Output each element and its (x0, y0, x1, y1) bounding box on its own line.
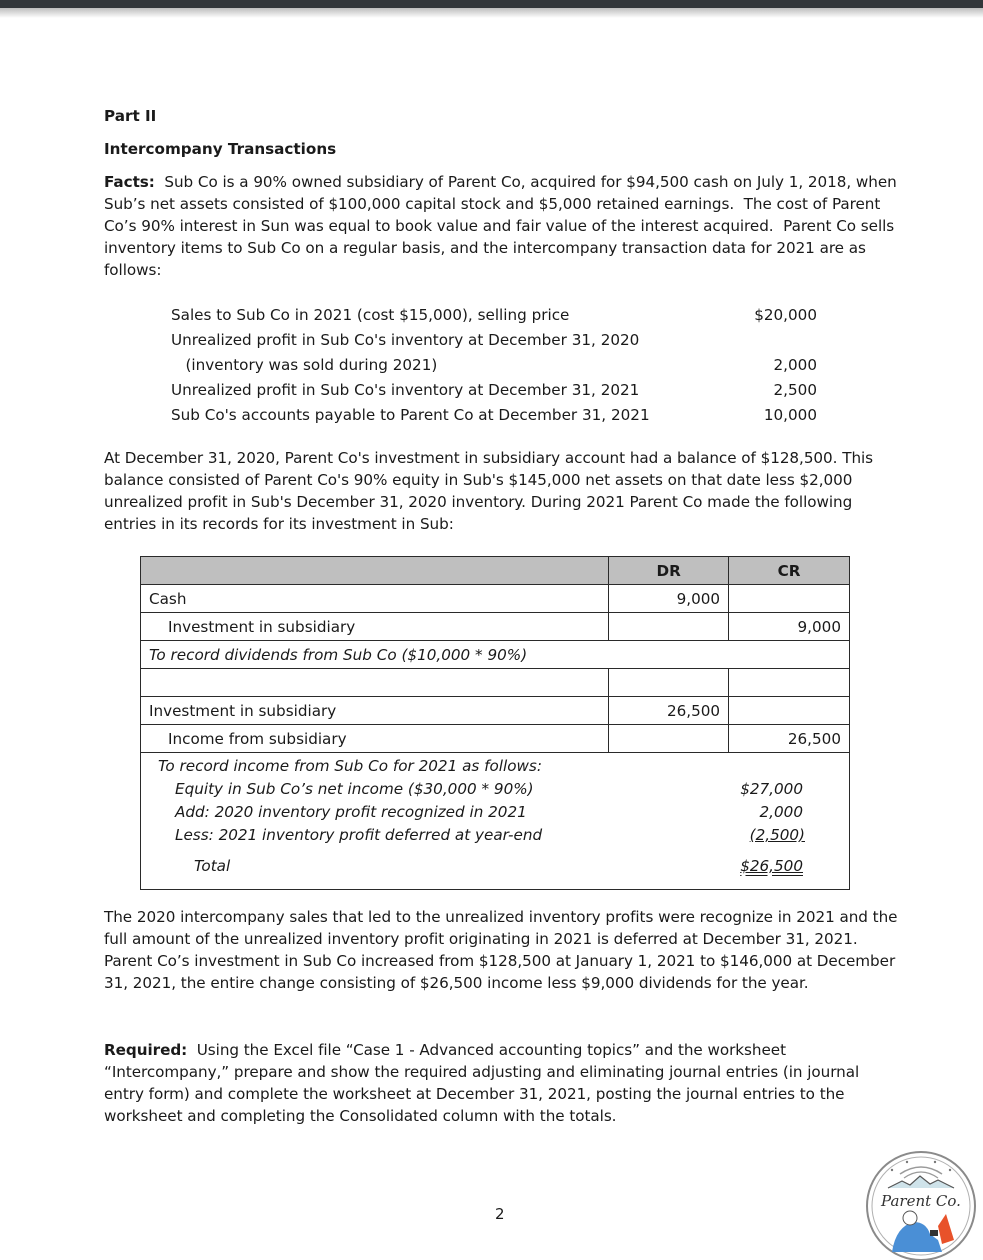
breakdown-amount: 2,000 (759, 803, 803, 821)
list-item (171, 404, 817, 429)
item-value: 2,000 (773, 356, 817, 374)
facts-label: Facts: (104, 173, 155, 191)
breakdown-label: Less: 2021 inventory profit deferred at year-end (175, 826, 543, 844)
entry-memo: To record income from Sub Co for 2021 as follows: (158, 757, 542, 775)
credit-account: Investment in subsidiary (141, 613, 609, 641)
page-number: 2 (495, 1205, 505, 1223)
credit-amount: 9,000 (729, 613, 850, 641)
investment-paragraph: At December 31, 2020, Parent Co's investment in subsidiary account had a balance of $128,500. This balance consisted of Parent Co's 90% equity in Sub's $145,000 net assets on that date less $2,000 unrealized profit in Sub's December 31, 2020 inventory. During 2021 Parent Co made the following entries in its records for its investment in Sub: (104, 449, 874, 533)
empty-cell (729, 585, 850, 613)
parent-co-logo-icon (862, 1148, 980, 1260)
empty-cell (141, 669, 609, 697)
table-row (141, 585, 850, 613)
table-row (141, 641, 850, 669)
breakdown-total: $26,500 (740, 857, 803, 875)
credit-amount: 26,500 (729, 725, 850, 753)
cr-header: CR (729, 557, 850, 585)
toolbar-shadow (0, 8, 983, 18)
item-label: (inventory was sold during 2021) (171, 356, 438, 374)
breakdown-amount-wrap (705, 826, 805, 844)
item-value: 10,000 (763, 406, 817, 424)
svg-text:Parent Co.: Parent Co. (881, 1192, 961, 1210)
breakdown-label: Total (194, 857, 231, 875)
dr-header: DR (609, 557, 729, 585)
item-value: $20,000 (754, 306, 817, 324)
facts-paragraph (104, 171, 902, 281)
list-item (171, 379, 817, 404)
empty-cell (609, 669, 729, 697)
debit-account: Investment in subsidiary (141, 697, 609, 725)
viewer-toolbar (0, 0, 983, 8)
breakdown-label: Equity in Sub Co’s net income ($30,000 * 90%) (175, 780, 534, 798)
account-header (141, 557, 609, 585)
table-row (141, 697, 850, 725)
list-item (171, 304, 817, 329)
table-row (141, 669, 850, 697)
debit-amount: 26,500 (609, 697, 729, 725)
breakdown-amount: $27,000 (740, 780, 803, 798)
item-value: 2,500 (773, 381, 817, 399)
credit-account: Income from subsidiary (141, 725, 609, 753)
empty-cell (609, 725, 729, 753)
part-heading: Part II (104, 107, 157, 125)
empty-cell (729, 669, 850, 697)
table-row (141, 725, 850, 753)
required-label: Required: (104, 1041, 188, 1059)
journal-entries-table (140, 556, 850, 890)
empty-cell (609, 613, 729, 641)
debit-amount: 9,000 (609, 585, 729, 613)
list-item (171, 354, 817, 379)
income-breakdown-cell (141, 753, 850, 890)
breakdown-label: Add: 2020 inventory profit recognized in 2021 (175, 803, 527, 821)
table-row (141, 613, 850, 641)
item-label: Sales to Sub Co in 2021 (cost $15,000), selling price (171, 306, 570, 324)
recognition-paragraph: The 2020 intercompany sales that led to the unrealized inventory profits were recognize in 2021 and the full amount of the unrealized inventory profit originating in 2021 is deferred at December 31, 2021. Parent Co’s investment in Sub Co increased from $128,500 at January 1, 2021 to $146,000 at December 31, 2021, the entire change consisting of $26,500 income less $9,000 dividends for the year. (104, 908, 898, 992)
breakdown-amount: (2,500) (749, 826, 805, 844)
list-item (171, 329, 811, 354)
entry-memo: To record dividends from Sub Co ($10,000 * 90%) (141, 641, 850, 669)
breakdown-total-wrap (703, 857, 803, 875)
facts-text: Sub Co is a 90% owned subsidiary of Parent Co, acquired for $94,500 cash on July 1, 2018, when Sub’s net assets consisted of $100,000 capital stock and $5,000 retained earnings. The cost of Parent Co’s 90% interest in Sun was equal to book value and fair value of the interest acquired. Parent Co sells inventory items to Sub Co on a regular basis, and the intercompany transaction data for 2021 are as follows: (104, 173, 902, 279)
debit-account: Cash (141, 585, 609, 613)
section-title: Intercompany Transactions (104, 140, 337, 158)
table-row (141, 753, 850, 890)
empty-cell (729, 697, 850, 725)
required-paragraph (104, 1039, 899, 1127)
required-text: Using the Excel file “Case 1 - Advanced accounting topics” and the worksheet “Intercompany,” prepare and show the required adjusting and eliminating journal entries (in journal entry form) and complete the worksheet at December 31, 2021, posting the journal entries to the worksheet and completing the Consolidated column with the totals. (104, 1041, 864, 1125)
item-label: Unrealized profit in Sub Co's inventory at December 31, 2021 (171, 381, 640, 399)
table-header-row (141, 557, 850, 585)
item-label: Sub Co's accounts payable to Parent Co at December 31, 2021 (171, 406, 650, 424)
transaction-data-list (171, 304, 817, 429)
item-label: Unrealized profit in Sub Co's inventory at December 31, 2020 (171, 331, 640, 349)
